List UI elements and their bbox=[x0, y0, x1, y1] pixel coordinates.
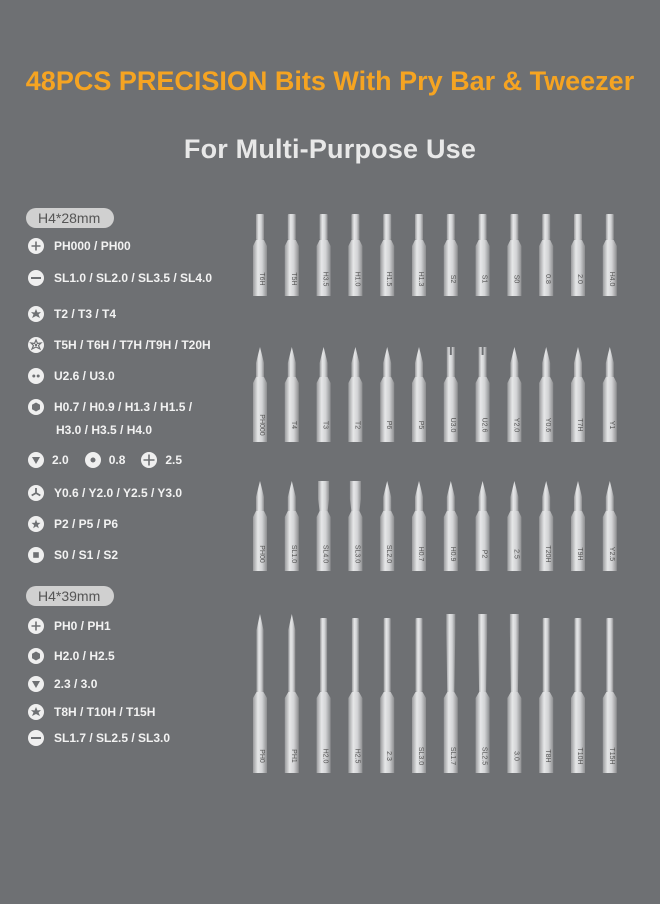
spec-text: PH0 / PH1 bbox=[54, 619, 111, 633]
spec-text: PH000 / PH00 bbox=[54, 239, 131, 253]
bit bbox=[476, 214, 490, 296]
spec-text: 0.8 bbox=[108, 453, 126, 467]
spec-text: 2.0 bbox=[52, 453, 69, 467]
bit bbox=[380, 618, 394, 773]
bit bbox=[539, 347, 553, 442]
bit bbox=[571, 481, 585, 571]
bit-label: T20H bbox=[544, 545, 552, 563]
bit-label: PH00 bbox=[258, 545, 265, 563]
spec-text: H0.7 / H0.9 / H1.3 / H1.5 / bbox=[54, 400, 193, 414]
bit-label: S1 bbox=[480, 274, 488, 284]
bit-label: H2.0 bbox=[321, 748, 329, 764]
bit bbox=[444, 347, 458, 442]
bit-label: SL4.0 bbox=[321, 544, 329, 564]
bit bbox=[444, 214, 458, 296]
section-label-28mm: H4*28mm bbox=[26, 208, 114, 228]
bit-label: T7H bbox=[576, 418, 583, 432]
bit-label: Y1 bbox=[607, 420, 615, 430]
bit bbox=[285, 347, 299, 442]
bit-label: PH000 bbox=[258, 414, 265, 436]
bit bbox=[253, 614, 267, 773]
spec-text: Y0.6 / Y2.0 / Y2.5 / Y3.0 bbox=[54, 486, 183, 500]
bit bbox=[507, 347, 521, 442]
bit bbox=[317, 214, 331, 296]
bit bbox=[380, 481, 394, 571]
bit-label: T15H bbox=[607, 747, 615, 765]
bit bbox=[253, 214, 267, 296]
bit bbox=[348, 481, 362, 571]
bit-label: T6H bbox=[258, 272, 265, 286]
spec-text: 2.3 / 3.0 bbox=[54, 677, 98, 691]
bit-label: SL2.0 bbox=[385, 544, 393, 564]
bit-label: 2.0 bbox=[576, 274, 583, 284]
bit bbox=[412, 214, 426, 296]
spec-text: H2.0 / H2.5 bbox=[54, 649, 115, 663]
bit bbox=[253, 481, 267, 571]
bit-label: T9H bbox=[576, 547, 583, 561]
spec-text: T2 / T3 / T4 bbox=[54, 307, 117, 321]
bit-label: H3.5 bbox=[321, 271, 329, 287]
bit bbox=[507, 614, 521, 773]
bit bbox=[285, 614, 299, 773]
bit bbox=[476, 481, 490, 571]
bit bbox=[317, 618, 331, 773]
bit-label: U3.0 bbox=[448, 417, 456, 433]
bit bbox=[539, 481, 553, 571]
bit-label: SL3.0 bbox=[353, 544, 361, 564]
bit bbox=[285, 214, 299, 296]
bit-label: H1.5 bbox=[385, 271, 393, 287]
bit bbox=[412, 481, 426, 571]
bit bbox=[285, 481, 299, 571]
bit-label: T4 bbox=[289, 420, 297, 430]
page-subtitle: For Multi-Purpose Use bbox=[183, 134, 477, 164]
bit-label: SL1.0 bbox=[289, 544, 297, 564]
bit-label: U2.6 bbox=[480, 417, 488, 433]
bit-label: H4.0 bbox=[607, 271, 615, 287]
bit bbox=[603, 214, 617, 296]
bit-label: H2.5 bbox=[353, 748, 361, 764]
bit bbox=[539, 618, 553, 773]
bit-label: 2.3 bbox=[385, 751, 393, 761]
bit bbox=[380, 347, 394, 442]
bit bbox=[539, 214, 553, 296]
bit bbox=[476, 614, 490, 773]
bit bbox=[317, 347, 331, 442]
spec-text: S0 / S1 / S2 bbox=[54, 548, 119, 562]
bit bbox=[603, 347, 617, 442]
bit-label: H1.0 bbox=[353, 271, 361, 287]
spec-text: SL1.0 / SL2.0 / SL3.5 / SL4.0 bbox=[54, 271, 213, 285]
bit bbox=[348, 618, 362, 773]
bit-label: P2 bbox=[480, 549, 488, 559]
bit bbox=[348, 214, 362, 296]
bit-label: S0 bbox=[512, 274, 520, 284]
bit-label: SL3.0 bbox=[417, 746, 424, 766]
bit-label: SL1.7 bbox=[448, 746, 456, 766]
bit-label: T8H bbox=[544, 749, 552, 763]
spec-text: SL1.7 / SL2.5 / SL3.0 bbox=[54, 731, 171, 745]
bit-label: P5 bbox=[417, 420, 424, 430]
bit-label: T5H bbox=[289, 272, 297, 286]
bit-label: Y0.6 bbox=[544, 417, 552, 433]
bit-label: PH0 bbox=[258, 749, 265, 763]
bit-label: Y2.5 bbox=[607, 546, 615, 562]
bit bbox=[412, 618, 426, 773]
bit bbox=[253, 347, 267, 442]
bit-label: T2 bbox=[353, 420, 361, 430]
spec-text: T5H / T6H / T7H /T9H / T20H bbox=[54, 338, 211, 352]
bit bbox=[571, 618, 585, 773]
bit bbox=[444, 614, 458, 773]
bit-label: SL2.5 bbox=[480, 746, 488, 766]
bit-label: Y2.0 bbox=[512, 417, 520, 433]
spec-text: T8H / T10H / T15H bbox=[54, 705, 156, 719]
bit bbox=[571, 214, 585, 296]
bit-label: T3 bbox=[321, 420, 329, 430]
bit bbox=[507, 214, 521, 296]
spec-text: 2.5 bbox=[165, 453, 183, 467]
bit-label: T10H bbox=[576, 747, 583, 765]
bit bbox=[412, 347, 426, 442]
bit bbox=[603, 481, 617, 571]
bit bbox=[603, 618, 617, 773]
bit-label: S2 bbox=[448, 274, 456, 284]
spec-text: U2.6 / U3.0 bbox=[54, 369, 115, 383]
bit-label: 0.8 bbox=[544, 274, 552, 284]
bit bbox=[380, 214, 394, 296]
bit bbox=[571, 347, 585, 442]
bit bbox=[317, 481, 331, 571]
bit-label: PH1 bbox=[289, 749, 297, 763]
bit-label: 3.0 bbox=[512, 751, 520, 761]
bit bbox=[507, 481, 521, 571]
spec-text: P2 / P5 / P6 bbox=[54, 517, 119, 531]
bit-label: H0.7 bbox=[417, 546, 424, 562]
page-title: 48PCS PRECISION Bits With Pry Bar & Tweezer bbox=[25, 66, 635, 96]
bit-label: H0.9 bbox=[448, 546, 456, 562]
bit-label: 2.5 bbox=[512, 549, 520, 559]
bit bbox=[444, 481, 458, 571]
section-label-39mm: H4*39mm bbox=[26, 586, 114, 606]
spec-hex-28-line2: H3.0 / H3.5 / H4.0 bbox=[56, 423, 153, 437]
bit bbox=[476, 347, 490, 442]
bit bbox=[348, 347, 362, 442]
bit-label: H1.3 bbox=[417, 271, 424, 287]
bit-label: P6 bbox=[385, 420, 393, 430]
